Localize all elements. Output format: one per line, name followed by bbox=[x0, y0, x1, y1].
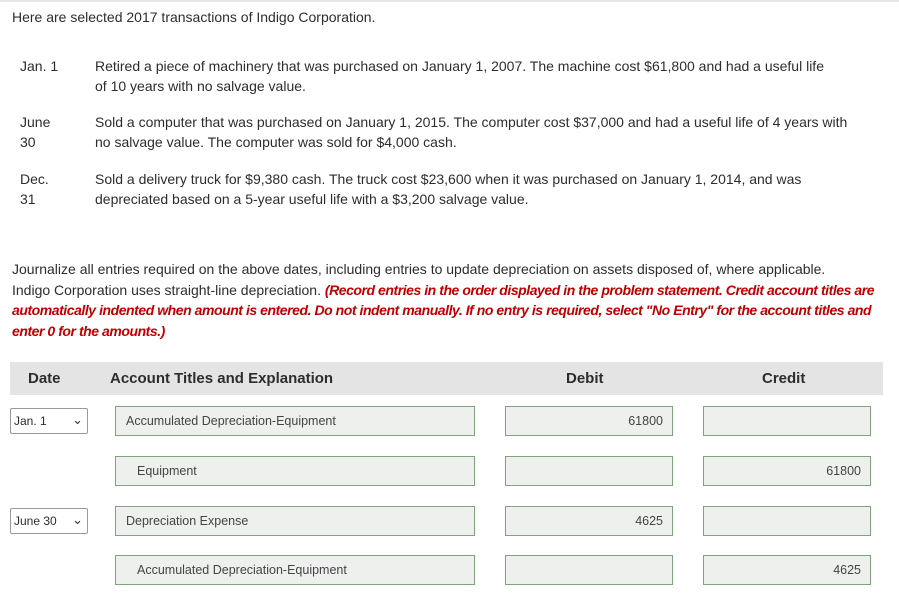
instructions bbox=[12, 259, 887, 341]
transaction-date bbox=[20, 112, 70, 152]
transaction-description-line: Sold a delivery truck for $9,380 cash. The truck cost $23,600 when it was purchased on January 1, 2014, and was bbox=[95, 171, 802, 187]
credit-value: 61800 bbox=[826, 464, 861, 478]
debit-input[interactable] bbox=[505, 555, 673, 585]
credit-input[interactable] bbox=[703, 555, 871, 585]
instructions-line bbox=[12, 280, 887, 301]
account-title-input[interactable] bbox=[115, 456, 475, 486]
account-title-input[interactable] bbox=[115, 406, 475, 436]
header-credit: Credit bbox=[762, 370, 806, 387]
account-title-value: Equipment bbox=[137, 464, 197, 478]
transaction-description-line: Sold a computer that was purchased on January 1, 2015. The computer cost $37,000 and had a useful life of 4 years with bbox=[95, 114, 848, 130]
journal-table-header bbox=[10, 362, 883, 395]
header-account: Account Titles and Explanation bbox=[110, 370, 334, 387]
chevron-down-icon: ⌄ bbox=[72, 512, 83, 527]
top-divider bbox=[0, 0, 899, 2]
header-debit: Debit bbox=[566, 370, 604, 387]
transaction-date-line: 30 bbox=[20, 134, 36, 150]
transaction-description-line: of 10 years with no salvage value. bbox=[95, 78, 306, 94]
header-date: Date bbox=[28, 370, 61, 387]
transaction-date-line: June bbox=[20, 114, 51, 130]
transaction-date bbox=[20, 169, 70, 209]
credit-input[interactable] bbox=[703, 406, 871, 436]
transaction-description-line: depreciated based on a 5-year useful life with a $3,200 salvage value. bbox=[95, 191, 529, 207]
debit-value: 4625 bbox=[635, 514, 663, 528]
debit-input[interactable] bbox=[505, 406, 673, 436]
account-title-value: Accumulated Depreciation-Equipment bbox=[126, 414, 336, 428]
transaction-date-line: Dec. bbox=[20, 171, 49, 187]
transaction-description bbox=[95, 56, 885, 96]
credit-input[interactable] bbox=[703, 456, 871, 486]
debit-input[interactable] bbox=[505, 456, 673, 486]
date-dropdown[interactable] bbox=[10, 508, 88, 534]
account-title-value: Accumulated Depreciation-Equipment bbox=[137, 563, 347, 577]
date-dropdown-value: June 30 bbox=[14, 514, 57, 528]
instructions-emphasis: automatically indented when amount is entered. Do not indent manually. If no entry is required, select "No Entry" for the account titles and bbox=[12, 302, 872, 318]
account-title-value: Depreciation Expense bbox=[126, 514, 249, 528]
instructions-emphasis: enter 0 for the amounts.) bbox=[12, 322, 165, 339]
transaction-description bbox=[95, 169, 885, 209]
transaction-date-line: 31 bbox=[20, 191, 36, 207]
transaction-description-line: Retired a piece of machinery that was purchased on January 1, 2007. The machine cost $61,800 and had a useful life bbox=[95, 58, 824, 74]
date-dropdown[interactable] bbox=[10, 408, 88, 434]
instructions-line: Journalize all entries required on the above dates, including entries to update depreciation on assets disposed of, where applicable. bbox=[12, 261, 826, 277]
credit-input[interactable] bbox=[703, 506, 871, 536]
instructions-text: Indigo Corporation uses straight-line depreciation. bbox=[12, 281, 325, 298]
problem-intro: Here are selected 2017 transactions of Indigo Corporation. bbox=[12, 9, 376, 25]
transaction-description-line: no salvage value. The computer was sold for $4,000 cash. bbox=[95, 134, 457, 150]
date-dropdown-value: Jan. 1 bbox=[14, 414, 47, 428]
instructions-emphasis: (Record entries in the order displayed in the problem statement. Credit account titles are bbox=[324, 281, 875, 298]
transaction-description bbox=[95, 112, 885, 152]
transaction-date-line: Jan. 1 bbox=[20, 58, 59, 74]
credit-value: 4625 bbox=[833, 563, 861, 577]
transaction-date bbox=[20, 56, 70, 76]
debit-input[interactable] bbox=[505, 506, 673, 536]
debit-value: 61800 bbox=[628, 414, 663, 428]
account-title-input[interactable] bbox=[115, 555, 475, 585]
chevron-down-icon: ⌄ bbox=[72, 412, 83, 427]
account-title-input[interactable] bbox=[115, 506, 475, 536]
